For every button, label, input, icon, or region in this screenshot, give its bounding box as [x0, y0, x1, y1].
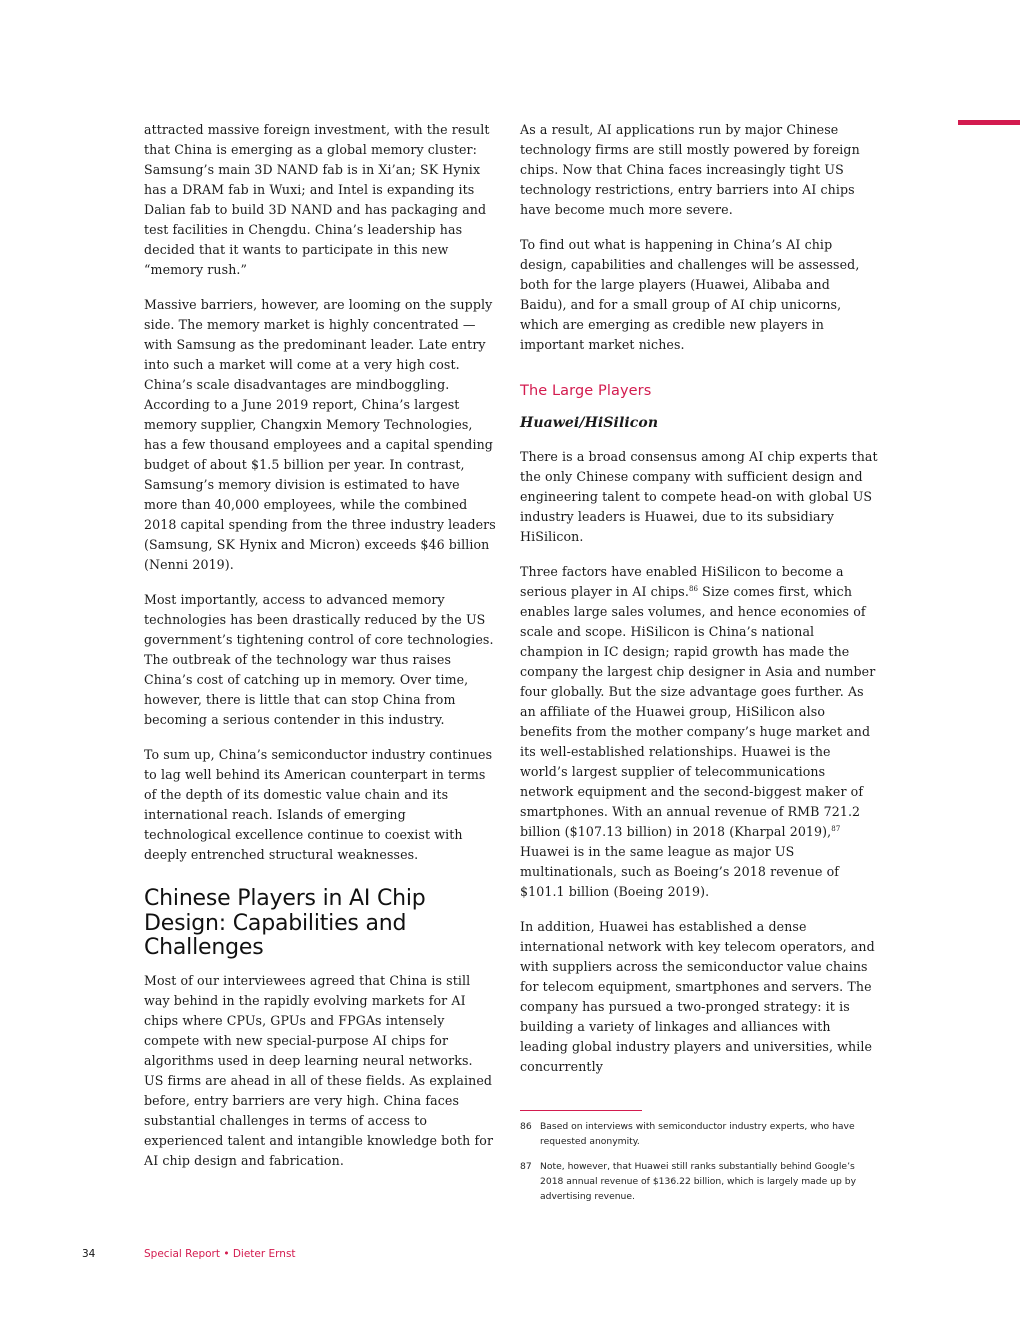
paragraph: Most importantly, access to advanced memory technologies has been drastically reduced by the US government’s tightening control of core technologies. The outbreak of the technology war thus raises China’s cost of catching up in memory. Over time, however, there is little that can stop China from becoming a serious contender in this industry.: [144, 592, 494, 727]
paragraph-text: Huawei is in the same league as major US multinationals, such as Boeing’s 2018 revenue of $101.1 billion (Boeing 2019).: [520, 844, 840, 899]
paragraph-text: Three factors have enabled HiSilicon to become a serious player in AI chips.: [520, 564, 844, 599]
footnote-item: [520, 1159, 870, 1204]
subheading-huawei: Huawei/HiSilicon: [520, 415, 659, 431]
footnotes: [520, 1110, 870, 1214]
paragraph: In addition, Huawei has established a dense international network with key telecom operators, and with suppliers across the semiconductor value chains for telecom equipment, smartphones and servers. The company has pursued a two-pronged strategy: it is building a variety of linkages and alliances with leading global industry players and universities, while concurrently: [520, 919, 875, 1074]
paragraph: There is a broad consensus among AI chip experts that the only Chinese company with sufficient design and engineering talent to compete head-on with global US industry leaders is Huawei, due to its subsidiary HiSilicon.: [520, 449, 878, 544]
paragraph: As a result, AI applications run by major Chinese technology firms are still mostly powered by foreign chips. Now that China faces increasingly tight US technology restrictions, entry barriers into AI chips have become much more severe.: [520, 122, 860, 217]
subheading-large-players: The Large Players: [520, 383, 652, 399]
paragraph: To find out what is happening in China’s AI chip design, capabilities and challenges will be assessed, both for the large players (Huawei, Alibaba and Baidu), and for a small group of AI chip unicorns, which are emerging as credible new players in important market niches.: [520, 237, 860, 352]
paragraph: [520, 562, 880, 902]
section-heading: Chinese Players in AI Chip Design: Capabilities and Challenges: [144, 886, 426, 960]
page-number: 34: [82, 1248, 96, 1260]
footnote-text: Based on interviews with semiconductor industry experts, who have requested anonymity.: [540, 1121, 855, 1147]
paragraph: To sum up, China’s semiconductor industry continues to lag well behind its American counterpart in terms of the depth of its domestic value chain and its international reach. Islands of emerging technological excellence continue to coexist with deeply entrenched structural weaknesses.: [144, 747, 493, 862]
footer-title: Special Report • Dieter Ernst: [144, 1248, 296, 1260]
paragraph: Most of our interviewees agreed that China is still way behind in the rapidly evolving markets for AI chips where CPUs, GPUs and FPGAs intensely compete with new special-purpose AI chips for algorithms used in deep learning neural networks. US firms are ahead in all of these fields. As explained before, entry barriers are very high. China faces substantial challenges in terms of access to experienced talent and intangible knowledge both for AI chip design and fabrication.: [144, 972, 494, 1168]
footnote-number: 87: [520, 1161, 532, 1172]
right-column: [520, 120, 880, 1092]
footnote-ref-86[interactable]: 86: [688, 584, 699, 593]
left-column: [144, 120, 496, 1186]
footnote-number: 86: [520, 1121, 532, 1132]
accent-bar: [958, 120, 1020, 125]
footnote-divider: [520, 1110, 642, 1111]
paragraph-text: Size comes first, which enables large sales volumes, and hence economies of scale and scope. HiSilicon is China’s national champion in IC design; rapid growth has made the company the largest chip designer in Asia and number four globally. But the size advantage goes further. As an affiliate of the Huawei group, HiSilicon also benefits from the mother company’s huge market and its well-established relationships. Huawei is the world’s largest supplier of telecommunications network equipment and the second-biggest maker of smartphones. With an annual revenue of RMB 721.2 billion ($107.13 billion) in 2018 (Kharpal 2019),: [520, 584, 876, 839]
paragraph: Massive barriers, however, are looming on the supply side. The memory market is highly concentrated — with Samsung as the predominant leader. Late entry into such a market will come at a very high cost. China’s scale disadvantages are mindboggling. According to a June 2019 report, China’s largest memory supplier, Changxin Memory Technologies, has a few thousand employees and a capital spending budget of about $1.5 billion per year. In contrast, Samsung’s memory division is estimated to have more than 40,000 employees, while the combined 2018 capital spending from the three industry leaders (Samsung, SK Hynix and Micron) exceeds $46 billion (Nenni 2019).: [144, 297, 496, 572]
footnote-text: Note, however, that Huawei still ranks substantially behind Google’s 2018 annual revenue of $136.22 billion, which is largely made up by advertising revenue.: [540, 1161, 857, 1202]
footnote-ref-87[interactable]: 87: [831, 824, 841, 833]
footnote-item: [520, 1119, 870, 1149]
paragraph: attracted massive foreign investment, with the result that China is emerging as a global memory cluster: Samsung’s main 3D NAND fab is in Xi’an; SK Hynix has a DRAM fab in Wuxi; and Intel is expanding its Dalian fab to build 3D NAND and has packaging and test facilities in Chengdu. China’s leadership has decided that it wants to participate in this new “memory rush.”: [144, 122, 490, 277]
